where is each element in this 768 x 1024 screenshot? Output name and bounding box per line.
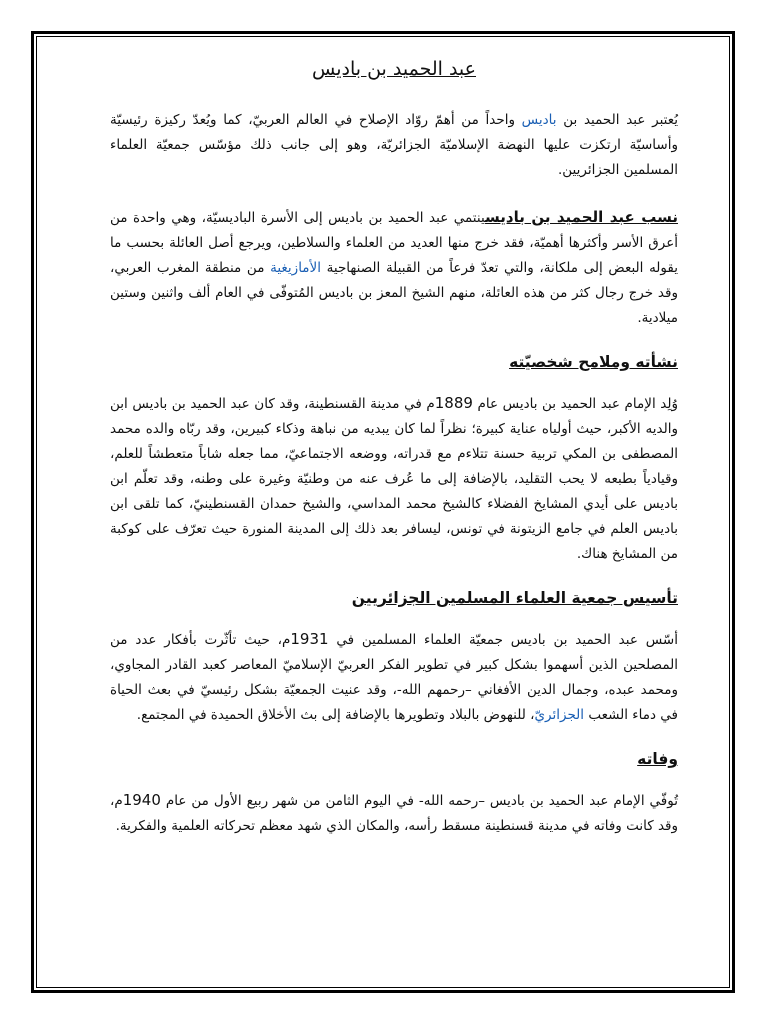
intro-text-2: واحداً من أهمّ روّاد الإصلاح في العالم العربيّ، كما ويُعدّ ركيزة رئيسيّة وأساسيّة ارتكزت عليها النهضة الإسلاميّة الجزائريّة، وهو إلى جانب ذلك مؤسّس جمعيّة العلماء المسلمين الجزائريين. bbox=[110, 112, 678, 178]
lineage-text-2: من منطقة المغرب العربي، وقد خرج رجال كثر من هذه العائلة، منهم الشيخ المعز بن باديس المُتوفّى في العام ألف واثنين وستين ميلادية. bbox=[110, 260, 678, 326]
death-paragraph bbox=[110, 788, 678, 839]
lineage-text-1: ينتمي عبد الحميد بن باديس إلى الأسرة الباديسيّة، وهي واحدة من أعرق الأسر وأكثرها أهميّة، فقد خرج منها العديد من العلماء والسلاطين، ويرجع أصل العائلة بحسب ما يقوله البعض إلى ملكانة، والتي تعدّ فرعاً من القبيلة الصنهاجية bbox=[110, 210, 678, 276]
death-heading: وفاته bbox=[637, 750, 678, 768]
association-link-algerian[interactable]: الجزائريّ bbox=[534, 707, 585, 723]
birth-year: 1889 bbox=[434, 394, 473, 412]
intro-paragraph bbox=[110, 108, 678, 183]
lineage-heading: نسب عبد الحميد بن باديس bbox=[485, 208, 678, 226]
intro-text-1: يُعتبر عبد الحميد بن bbox=[556, 112, 678, 128]
founding-year: 1931 bbox=[290, 630, 329, 648]
death-text-1: تُوفّي الإمام عبد الحميد بن باديس –رحمه الله- في اليوم الثامن من شهر ربيع الأول من عام bbox=[160, 793, 678, 809]
upbringing-text-2: م في مدينة القسنطينة، وقد كان عبد الحميد بن باديس ابن والديه الأكبر، حيث أولياه عناية كبيرة؛ نظراً لما كان يبديه من نباهة وذكاء كبيرين، وقد ربّاه والده محمد المصطفى بن المكي تربية حسنة تتلاءم مع قدراته، ووضعه الاجتماعيّ، مما جعله شاباً متعطشاً للعلم، وقيادياً بطبعه لا يحب التقليد، بالإضافة إلى ما عُرف عنه من وطنيّة وغيرة على وطنه، وقد تعلّم ابن باديس على أيدي المشايخ الفضلاء كالشيخ محمد المداسي، والشيخ حمدان القسنطينيّ، كما تلقى ابن باديس العلم في جامع الزيتونة في تونس، ليسافر بعد ذلك إلى المدينة المنورة حيث تعرّف على كوكبة من المشايخ هناك. bbox=[110, 396, 678, 562]
lineage-paragraph bbox=[110, 205, 678, 331]
association-text-2: م، حيث تأثّرت بأفكار عدد من المصلحين الذين أسهموا بشكل كبير في تطوير الفكر العربيّ الإسلاميّ المعاصر كعبد القادر المجاوي، ومحمد عبده، وجمال الدين الأفغاني –رحمهم الله-، وقد عنيت الجمعيّة بشكل رئيسيّ في بعث الحياة في دماء الشعب bbox=[110, 632, 678, 723]
association-text-1: أسّس عبد الحميد بن باديس جمعيّة العلماء المسلمين في bbox=[328, 632, 678, 648]
association-paragraph bbox=[110, 627, 678, 728]
document-body bbox=[110, 48, 678, 861]
intro-link-badis[interactable]: باديس bbox=[521, 112, 557, 128]
association-heading: تأسيس جمعية العلماء المسلمين الجزائريين bbox=[351, 589, 678, 607]
upbringing-text-1: وُلِد الإمام عبد الحميد بن باديس عام bbox=[472, 396, 678, 412]
page-title: عبد الحميد بن باديس bbox=[312, 58, 476, 80]
death-year: 1940 bbox=[122, 791, 161, 809]
upbringing-heading: نشأته وملامح شخصيّته bbox=[509, 353, 678, 371]
death-text-2: م، وقد كانت وفاته في مدينة قسنطينة مسقط رأسه، والمكان الذي شهد معظم تحركاته العلمية والفكرية. bbox=[110, 793, 678, 834]
association-text-3: ، للنهوض بالبلاد وتطويرها بالإضافة إلى بث الأخلاق الحميدة في المجتمع. bbox=[136, 707, 535, 723]
upbringing-paragraph bbox=[110, 391, 678, 567]
lineage-link-amazigh[interactable]: الأمازيغية bbox=[270, 260, 321, 276]
